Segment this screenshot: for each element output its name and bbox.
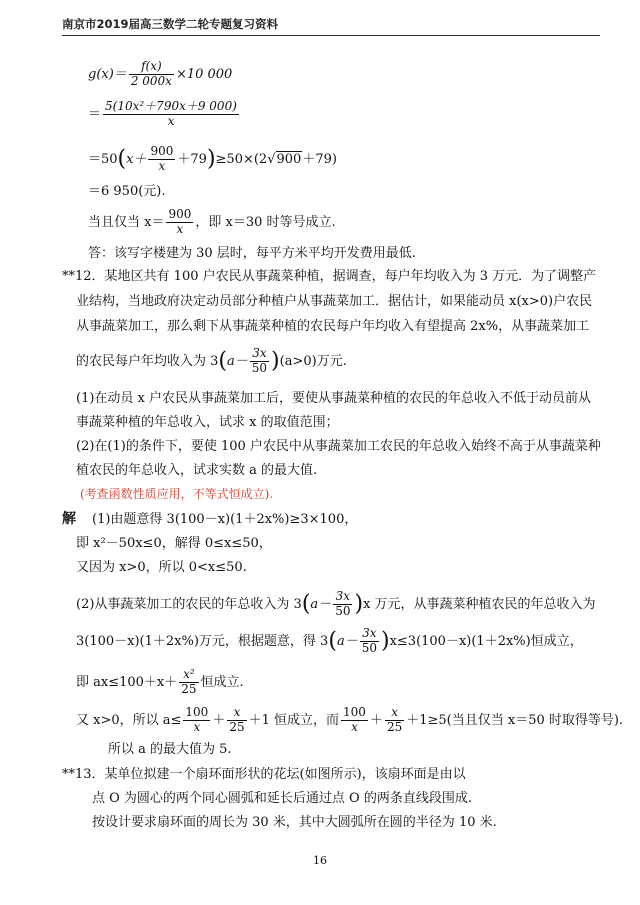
denominator: x xyxy=(176,221,184,236)
question-1-line-1: (1)在动员 x 户农民从事蔬菜加工后，要使从事蔬菜种植的农民的年总收入不低于动员前从 xyxy=(76,391,592,406)
problem-13-line-3: 按设计要求扇环面的周长为 30 米，其中大圆弧所在圆的半径为 10 米. xyxy=(92,815,497,830)
math-text: ＋ xyxy=(369,712,383,728)
math-line-4: ＝6 950(元). xyxy=(88,184,166,199)
math-text: 即 ax≤100＋x＋ xyxy=(76,674,178,690)
right-paren: ) xyxy=(354,591,364,617)
math-text: a－ xyxy=(227,353,248,369)
numerator: 100 xyxy=(185,705,209,719)
sqrt-sign: √ xyxy=(267,151,276,167)
numerator: 900 xyxy=(168,207,192,221)
math-text: ＋79 xyxy=(177,151,207,167)
page-number: 16 xyxy=(313,854,327,867)
denominator: x xyxy=(167,113,175,128)
math-text: g(x)＝ xyxy=(88,66,127,82)
math-line-3 xyxy=(88,145,337,174)
math-text: 3(100－x)(1＋2x%)万元，根据题意，得 3 xyxy=(76,633,329,649)
math-text: 恒成立. xyxy=(200,674,244,690)
problem-13-line-2: 点 O 为圆心的两个同心圆弧和延长后通过点 O 的两条直线段围成. xyxy=(92,791,472,806)
math-text: 又 x>0，所以 a≤ xyxy=(76,712,182,728)
denominator: x xyxy=(193,719,201,734)
topic-note: (考查函数性质应用，不等式恒成立). xyxy=(80,487,274,501)
denominator: 50 xyxy=(361,640,377,655)
left-paren: ( xyxy=(301,591,311,617)
fraction xyxy=(250,347,269,376)
solution-label: 解 xyxy=(62,511,76,527)
numerator: 3x xyxy=(333,590,352,605)
math-text: ，即 x＝30 时等号成立. xyxy=(195,214,336,230)
denominator: 50 xyxy=(335,603,351,618)
problem-12-line-2: 业结构，当地政府决定动员部分种植户从事蔬菜加工．据估计，如果能动员 x(x>0)户农民 xyxy=(76,294,593,309)
right-paren: ) xyxy=(380,628,390,654)
solution-line-7 xyxy=(76,706,623,735)
math-text: 的农民每户年均收入为 3 xyxy=(76,353,219,369)
math-text: x 万元，从事蔬菜种植农民的年总收入为 xyxy=(363,596,596,612)
math-text: ＝50 xyxy=(88,151,118,167)
fraction xyxy=(341,706,368,735)
math-text: ≥50×(2 xyxy=(215,151,268,167)
denominator: x xyxy=(158,158,166,173)
fraction xyxy=(103,100,239,129)
fraction xyxy=(129,60,174,89)
denominator: x xyxy=(351,719,358,734)
problem-12-line-4 xyxy=(76,347,347,376)
math-line-1 xyxy=(88,60,232,89)
math-text: x≤3(100－x)(1＋2x%)恒成立， xyxy=(389,633,583,649)
math-text: 当且仅当 x＝ xyxy=(88,214,165,230)
math-text: ＋1≥5(当且仅当 x＝50 时取得等号). xyxy=(406,712,624,728)
page-header: 南京市2019届高三数学二轮专题复习资料 xyxy=(62,16,600,36)
problem-13-line-1: **13．某单位拟建一个扇环面形状的花坛(如图所示)，该扇环面是由以 xyxy=(62,767,466,782)
solution-line-1: (1)由题意得 3(100－x)(1＋2x%)≥3×100， xyxy=(92,512,358,527)
denominator: 25 xyxy=(181,681,197,696)
math-text: a－ xyxy=(310,596,332,612)
question-2-line-2: 植农民的年总收入，试求实数 a 的最大值. xyxy=(76,463,318,478)
solution-line-6 xyxy=(76,668,244,697)
denominator: 25 xyxy=(386,719,403,734)
math-text: ＋79) xyxy=(302,151,337,167)
math-text: ＝ xyxy=(88,106,102,122)
numerator: 900 xyxy=(150,144,174,158)
left-paren: ( xyxy=(117,146,127,172)
fraction xyxy=(385,706,404,735)
denominator: 50 xyxy=(251,360,268,375)
math-text: a－ xyxy=(336,633,358,649)
right-paren: ) xyxy=(271,348,280,374)
numerator: 5(10x²＋790x＋9 000) xyxy=(105,99,237,113)
numerator: x² xyxy=(179,668,198,683)
solution-line-4 xyxy=(76,590,596,619)
fraction xyxy=(227,706,246,735)
answer-line: 答：该写字楼建为 30 层时，每平方米平均开发费用最低. xyxy=(88,246,416,261)
question-2-line-1: (2)在(1)的条件下，要使 100 户农民中从事蔬菜加工农民的年总收入始终不高于从事蔬菜种 xyxy=(76,439,601,454)
problem-12-line-3: 从事蔬菜加工，那么剩下从事蔬菜种植的农民每户年均收入有望提高 2x%，从事蔬菜加工 xyxy=(76,319,590,334)
math-text: ×10 000 xyxy=(175,66,233,82)
solution-line-2: 即 x²－50x≤0，解得 0≤x≤50， xyxy=(76,536,272,551)
fraction xyxy=(333,590,352,619)
problem-12-line-1: **12．某地区共有 100 户农民从事蔬菜种植，据调查，每户年均收入为 3 万元．为了调整产 xyxy=(62,269,597,284)
denominator: 25 xyxy=(229,719,245,734)
denominator: 2 000x xyxy=(130,73,172,88)
numerator: x xyxy=(385,706,404,721)
math-text: x＋ xyxy=(126,151,147,167)
fraction xyxy=(166,208,193,237)
math-text: ＋1 恒成立，而 xyxy=(248,712,340,728)
math-text: ＋ xyxy=(212,712,226,728)
left-paren: ( xyxy=(218,348,227,374)
solution-line-5 xyxy=(76,627,583,656)
question-1-line-2: 事蔬菜种植的年总收入，试求 x 的取值范围； xyxy=(76,415,339,430)
radicand: 900 xyxy=(276,151,302,167)
fraction xyxy=(148,145,175,174)
solution-line-3: 又因为 x>0，所以 0<x≤50. xyxy=(76,560,247,575)
left-paren: ( xyxy=(328,628,337,654)
fraction xyxy=(183,706,210,735)
fraction xyxy=(179,668,198,697)
solution-line-8: 所以 a 的最大值为 5. xyxy=(108,742,232,757)
fraction xyxy=(360,627,379,656)
numerator: 3x xyxy=(250,347,269,362)
math-line-2 xyxy=(88,100,241,129)
right-paren: ) xyxy=(206,146,216,172)
numerator: 100 xyxy=(343,705,366,719)
numerator: x xyxy=(227,706,246,721)
math-text: (2)从事蔬菜加工的农民的年总收入为 3 xyxy=(76,596,302,612)
math-text: (a>0)万元. xyxy=(279,353,347,369)
numerator: 3x xyxy=(360,627,379,642)
numerator: f(x) xyxy=(129,60,174,75)
math-line-5 xyxy=(88,208,336,237)
